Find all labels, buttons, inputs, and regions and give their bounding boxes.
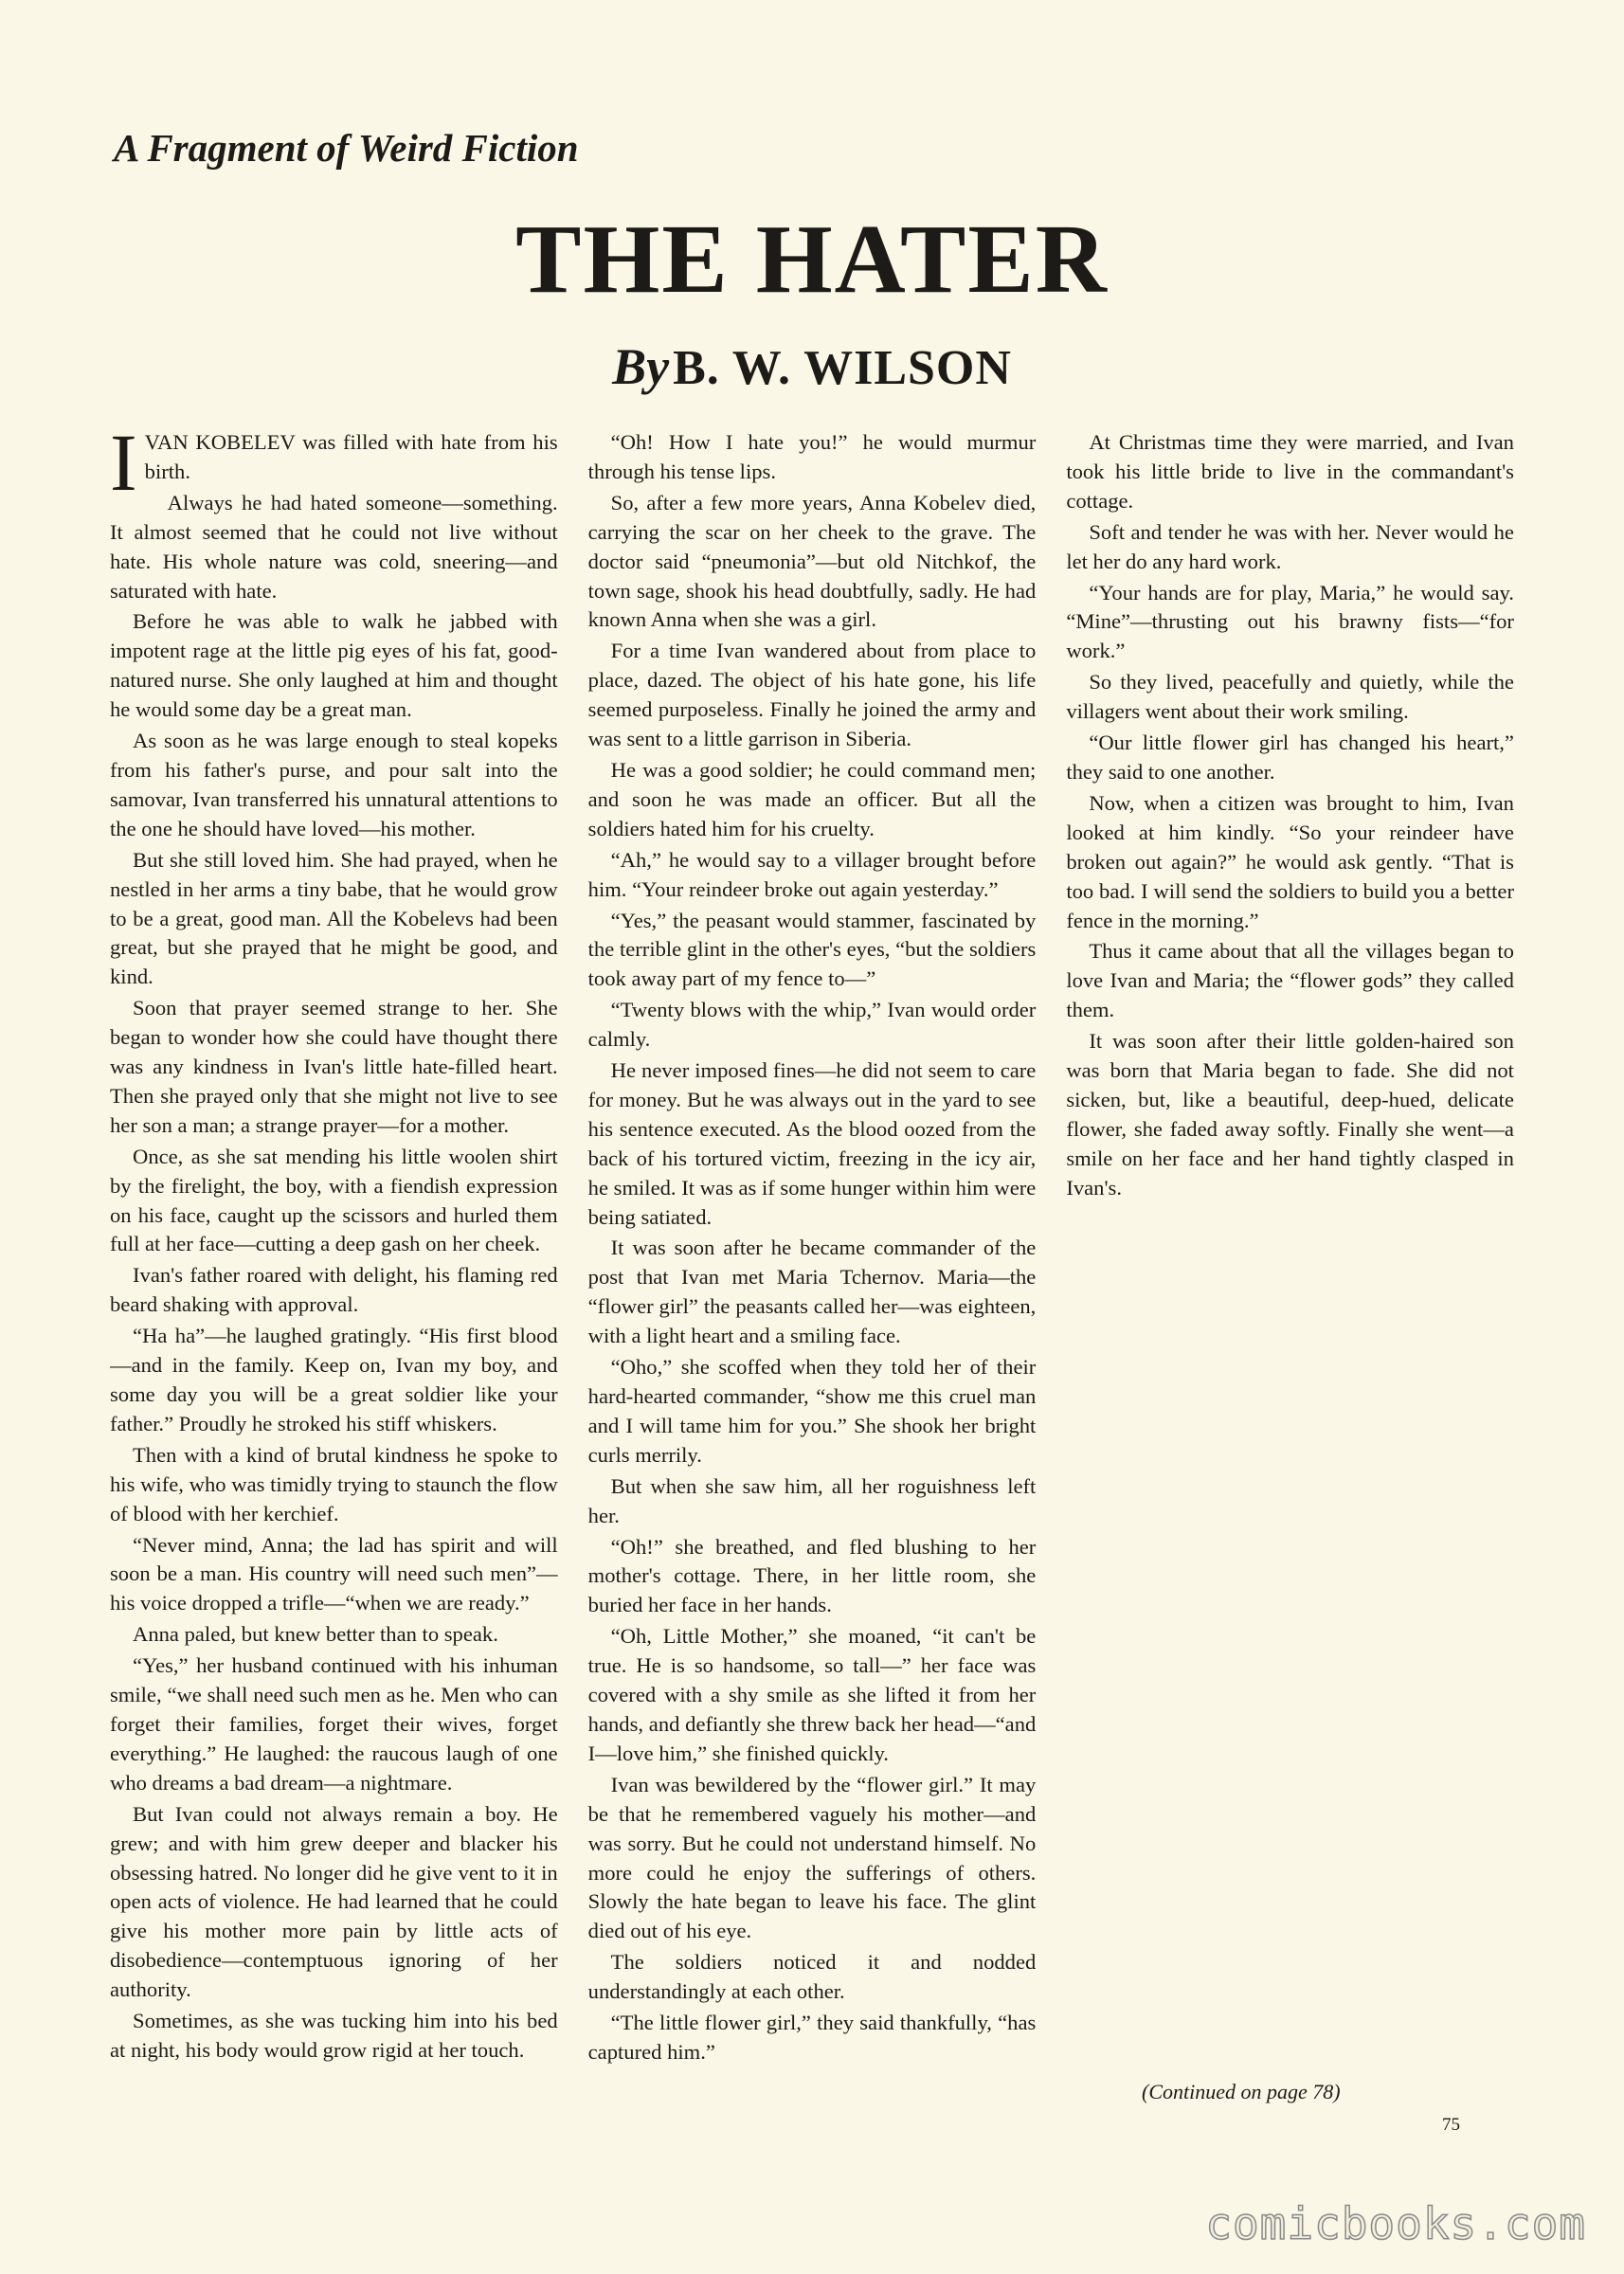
paragraph-text: “Oh, Little Mother,” she moaned, “it can't be true. He is so handsome, so tall—” her face was covered with a shy smile as she lifted it from her hands, and defiantly she threw back her head—“and I—love him,” she finished quickly. bbox=[587, 1624, 1037, 1765]
story-paragraph bbox=[588, 637, 1037, 754]
story-paragraph bbox=[588, 1948, 1037, 2007]
story-paragraph bbox=[1066, 937, 1514, 1025]
story-paragraph bbox=[588, 996, 1037, 1055]
story-paragraph bbox=[588, 1353, 1037, 1471]
paragraph-text: “Oh! How I hate you!” he would murmur through his tense lips. bbox=[587, 430, 1037, 483]
story-paragraph bbox=[588, 1056, 1037, 1232]
paragraph-text: Now, when a citizen was brought to him, Ivan looked at him kindly. “So your reindeer have broken out again?” he would ask gently. “That is too bad. I will send the soldiers to build you a better fence in the morning.” bbox=[1066, 790, 1514, 932]
story-paragraph bbox=[110, 2007, 558, 2066]
byline-by: By bbox=[612, 338, 670, 395]
story-paragraph bbox=[110, 1441, 558, 1529]
paragraph-text: So, after a few more years, Anna Kobelev died, carrying the scar on her cheek to the grave. The doctor said “pneumonia”—but old Nitchkof, the town sage, shook his head doubtfully, sadly. He had known Anna when she was a girl. bbox=[587, 490, 1037, 632]
story-paragraph bbox=[1066, 579, 1514, 667]
story-paragraph bbox=[588, 1533, 1037, 1621]
story-paragraph bbox=[588, 428, 1037, 487]
paragraph-text: VAN KOBELEV was filled with hate from his birth. bbox=[144, 430, 558, 483]
paragraph-text: “Our little flower girl has changed his heart,” they said to one another. bbox=[1066, 731, 1514, 784]
paragraph-text: “Yes,” the peasant would stammer, fascinated by the terrible glint in the other's eyes, “but the soldiers took away part of my fence to—” bbox=[587, 908, 1037, 991]
story-paragraph bbox=[110, 1800, 558, 2005]
story-paragraph bbox=[110, 607, 558, 725]
paragraph-text: He was a good soldier; he could command men; and soon he was made an officer. But all the soldiers hated him for his cruelty. bbox=[587, 757, 1037, 840]
paragraph-text: But she still loved him. She had prayed, when he nestled in her arms a tiny babe, that he would grow to be a great, good man. All the Kobelevs had been great, but she prayed that he might be good, and kind. bbox=[110, 847, 558, 989]
paragraph-text: “Yes,” her husband continued with his inhuman smile, “we shall need such men as he. Men who can forget their families, forget their wives, forget everything.” He laughed: the raucous laugh of one who dreams a bad dream—a nightmare. bbox=[110, 1653, 558, 1795]
byline bbox=[0, 337, 1624, 396]
paragraph-text: Sometimes, as she was tucking him into his bed at night, his body would grow rigid at her touch. bbox=[110, 2009, 558, 2062]
story-paragraph bbox=[588, 2009, 1037, 2067]
paragraph-text: “Oh!” she breathed, and fled blushing to her mother's cottage. There, in her little room, she buried her face in her hands. bbox=[587, 1534, 1037, 1617]
paragraph-text: “Ha ha”—he laughed gratingly. “His first blood—and in the family. Keep on, Ivan my boy, and some day you will be a great soldier like your father.” Proudly he stroked his stiff whiskers. bbox=[110, 1324, 558, 1435]
paragraph-text: As soon as he was large enough to steal kopeks from his father's purse, and pour salt into the samovar, Ivan transferred his unnatural attentions to the one he should have loved—his mother. bbox=[110, 729, 558, 840]
drop-cap: I bbox=[110, 428, 137, 508]
story-paragraph bbox=[1066, 1027, 1514, 1202]
story-paragraph bbox=[110, 994, 558, 1141]
story-paragraph bbox=[1066, 668, 1514, 727]
story-paragraph bbox=[110, 428, 558, 508]
story-paragraph bbox=[588, 907, 1037, 995]
paragraph-text: For a time Ivan wandered about from place to place, dazed. The object of his hate gone, his life seemed purposeless. Finally he joined the army and was sent to a little garrison in Siberia. bbox=[587, 639, 1037, 751]
byline-author: B. W. WILSON bbox=[673, 341, 1012, 395]
paragraph-text: “Your hands are for play, Maria,” he would say. “Mine”—thrusting out his brawny fists—“for work.” bbox=[1066, 580, 1514, 663]
story-paragraph bbox=[1066, 428, 1514, 516]
paragraph-text: Thus it came about that all the villages began to love Ivan and Maria; the “flower gods” they called them. bbox=[1066, 939, 1514, 1022]
story-paragraph bbox=[588, 756, 1037, 844]
paragraph-text: So they lived, peacefully and quietly, while the villagers went about their work smiling. bbox=[1066, 670, 1514, 724]
paragraph-text: Then with a kind of brutal kindness he spoke to his wife, who was timidly trying to staunch the flow of blood with her kerchief. bbox=[110, 1442, 558, 1525]
story-paragraph bbox=[110, 1143, 558, 1260]
story-paragraph bbox=[110, 1322, 558, 1439]
story-paragraph bbox=[1066, 518, 1514, 577]
story-paragraph bbox=[1066, 789, 1514, 936]
story-paragraph bbox=[110, 846, 558, 993]
story-paragraph bbox=[110, 727, 558, 844]
paragraph-text: He never imposed fines—he did not seem to care for money. But he was always out in the yard to see his sentence executed. As the blood oozed from the back of his tortured victim, freezing in the icy air, he smiled. It was as if some hunger within him were being satiated. bbox=[587, 1058, 1037, 1229]
paragraph-text: Once, as she sat mending his little woolen shirt by the firelight, the boy, with a fiendish expression on his face, caught up the scissors and hurled them full at her face—cutting a deep gash on her cheek. bbox=[110, 1144, 558, 1256]
story-paragraph bbox=[588, 1771, 1037, 1946]
page-number: 75 bbox=[1442, 2115, 1460, 2135]
paragraph-text: Soon that prayer seemed strange to her. She began to wonder how she could have thought there was any kindness in Ivan's little hate-filled heart. Then she prayed only that she might not live to see her son a man; a strange prayer—for a mother. bbox=[110, 996, 558, 1137]
story-paragraph bbox=[588, 489, 1037, 636]
story-paragraph bbox=[588, 1234, 1037, 1351]
paragraph-text: Soft and tender he was with her. Never would he let her do any hard work. bbox=[1066, 519, 1514, 573]
paragraph-text: Before he was able to walk he jabbed with impotent rage at the little pig eyes of his fat, good-natured nurse. She only laughed at him and thought he would some day be a great man. bbox=[110, 609, 558, 722]
story-paragraph bbox=[588, 1472, 1037, 1531]
paragraph-text: Always he had hated someone—something. It almost seemed that he could not live without hate. His whole nature was cold, sneering—and saturated with hate. bbox=[110, 490, 558, 603]
paragraph-text: The soldiers noticed it and nodded understandingly at each other. bbox=[587, 1950, 1037, 2004]
paragraph-text: It was soon after he became commander of the post that Ivan met Maria Tchernov. Maria—the “flower girl” the peasants called her—was eighteen, with a light heart and a smiling face. bbox=[587, 1236, 1037, 1348]
story-paragraph bbox=[110, 1651, 558, 1798]
story-body bbox=[110, 428, 1514, 2113]
continued-note: (Continued on page 78) bbox=[1142, 2080, 1341, 2103]
paragraph-text: “Oho,” she scoffed when they told her of their hard-hearted commander, “show me this cruel man and I will tame him for you.” She shook her bright curls merrily. bbox=[587, 1355, 1037, 1467]
paragraph-text: But when she saw him, all her roguishness left her. bbox=[587, 1473, 1037, 1527]
story-paragraph bbox=[110, 489, 558, 606]
paragraph-text: At Christmas time they were married, and Ivan took his little bride to live in the commandant's cottage. bbox=[1066, 430, 1514, 513]
paragraph-text: “Ah,” he would say to a villager brought before him. “Your reindeer broke out again yesterday.” bbox=[587, 847, 1037, 901]
story-paragraph bbox=[110, 1531, 558, 1619]
story-paragraph bbox=[110, 1261, 558, 1320]
paragraph-text: “Twenty blows with the whip,” Ivan would order calmly. bbox=[587, 998, 1037, 1052]
paragraph-text: “Never mind, Anna; the lad has spirit and will soon be a man. His country will need such men”—his voice dropped a trifle—“when we are ready.” bbox=[110, 1532, 558, 1615]
paragraph-text: Ivan was bewildered by the “flower girl.” It may be that he remembered vaguely his mother—and was sorry. But he could not understand himself. No more could he enjoy the sufferings of others. Slowly the hate began to leave his face. The glint died out of his eye. bbox=[587, 1772, 1037, 1943]
watermark: comicbooks.com bbox=[1205, 2198, 1586, 2249]
paragraph-text: Ivan's father roared with delight, his flaming red beard shaking with approval. bbox=[110, 1263, 558, 1317]
story-paragraph bbox=[110, 1620, 558, 1650]
paragraph-text: It was soon after their little golden-haired son was born that Maria began to fade. She did not sicken, but, like a beautiful, deep-hued, delicate flower, she faded away softly. Finally she went—a smile on her face and her hand tightly clasped in Ivan's. bbox=[1066, 1029, 1514, 1200]
kicker: A Fragment of Weird Fiction bbox=[114, 126, 579, 170]
paragraph-text: Anna paled, but knew better than to speak. bbox=[133, 1622, 498, 1647]
paragraph-text: But Ivan could not always remain a boy. He grew; and with him grew deeper and blacker his obsessing hatred. No longer did he give vent to it in open acts of violence. He had learned that he could give his mother more pain by little acts of disobedience—contemptuous ignoring of her authority. bbox=[110, 1801, 558, 2002]
paragraph-text: “The little flower girl,” they said thankfully, “has captured him.” bbox=[587, 2011, 1037, 2064]
story-title: THE HATER bbox=[515, 205, 1109, 314]
story-paragraph bbox=[588, 1622, 1037, 1769]
story-paragraph bbox=[588, 846, 1037, 905]
story-paragraph bbox=[1066, 729, 1514, 787]
